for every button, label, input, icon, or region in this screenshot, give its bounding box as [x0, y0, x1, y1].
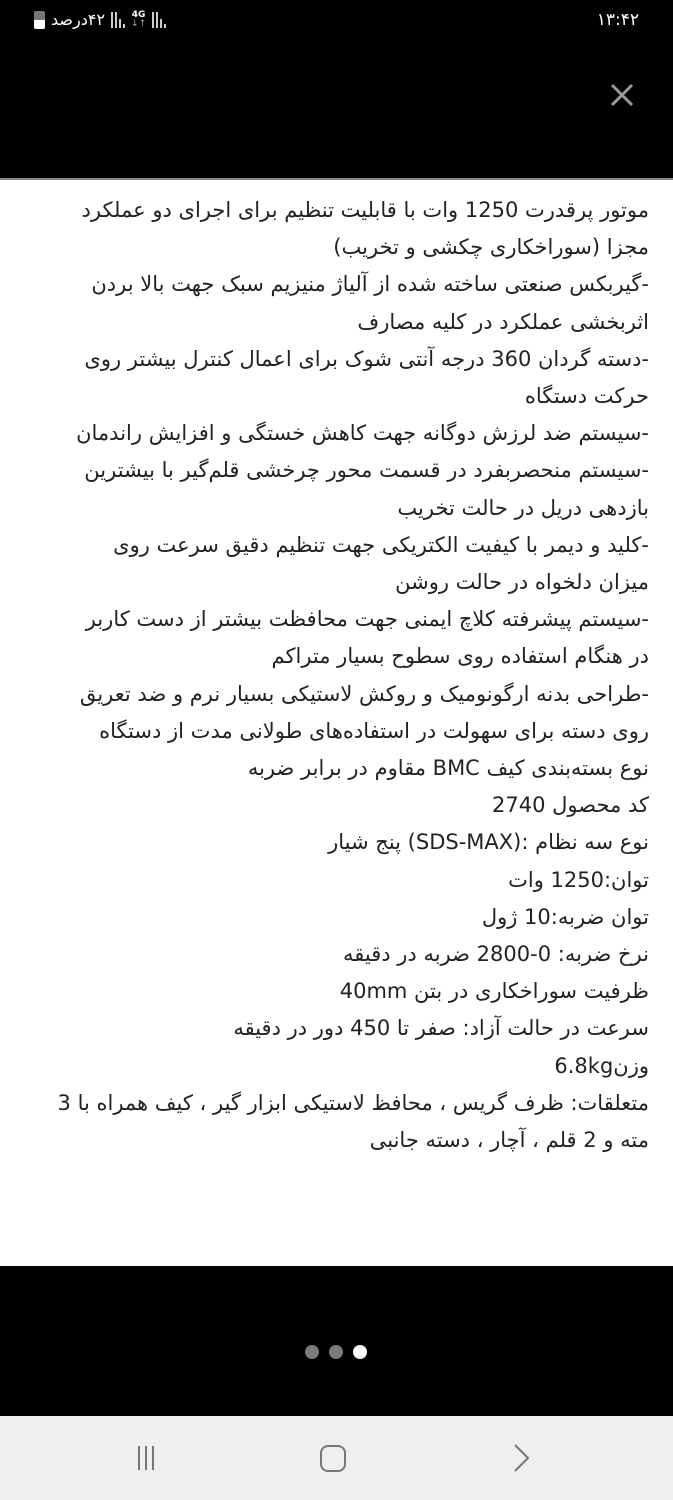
description-line: کد محصول 2740 — [492, 793, 649, 818]
battery-icon — [34, 11, 45, 29]
page-dot[interactable] — [305, 1345, 319, 1359]
description-line: میزان دلخواه در حالت روشن — [395, 570, 649, 595]
description-line: -طراحی بدنه ارگونومیک و روکش لاستیکی بسیار نرم و ضد تعریق — [79, 681, 649, 706]
system-nav-bar — [0, 1416, 673, 1500]
description-line: در هنگام استفاده روی سطوح بسیار متراکم — [271, 644, 649, 669]
description-line: سرعت در حالت آزاد: صفر تا 450 دور در دقیقه — [233, 1016, 649, 1041]
description-line: وزن6.8kg — [554, 1053, 649, 1078]
product-description-panel — [0, 178, 673, 1266]
close-button[interactable] — [607, 80, 637, 110]
description-line: اثربخشی عملکرد در کلیه مصارف — [357, 309, 649, 334]
network-arrows: ↓↑ — [131, 18, 147, 29]
viewer-footer — [0, 1266, 673, 1416]
description-line: نوع بسته‌بندی کیف BMC مقاوم در برابر ضربه — [247, 756, 649, 781]
clock: ۱۳:۴۲ — [596, 10, 639, 30]
description-line: بازدهی دریل در حالت تخریب — [397, 495, 649, 520]
description-line: -سیستم پیشرفته کلاچ ایمنی جهت محافظت بیشتر از دست کاربر — [85, 607, 649, 632]
battery-percentage: ۴۲درصد — [51, 10, 106, 29]
description-line: -سیستم ضد لرزش دوگانه جهت کاهش خستگی و افزایش راندمان — [76, 421, 649, 446]
recents-icon — [126, 1438, 166, 1478]
description-line: توان ضربه:10 ژول — [481, 904, 649, 929]
description-line: ظرفیت سوراخکاری در بتن 40mm — [339, 979, 649, 1004]
description-line: موتور پرقدرت 1250 وات با قابلیت تنظیم برای اجرای دو عملکرد — [81, 198, 649, 222]
page-dot[interactable] — [329, 1345, 343, 1359]
description-line: توان:1250 وات — [508, 867, 649, 892]
description-line: -کلید و دیمر با کیفیت الکتریکی جهت تنظیم دقیق سرعت روی — [113, 532, 649, 557]
close-icon — [607, 80, 637, 110]
description-line: نرخ ضربه: 0-2800 ضربه در دقیقه — [343, 942, 649, 967]
description-line: حرکت دستگاه — [524, 384, 649, 409]
signal-icon — [152, 12, 166, 28]
page-dot-active[interactable] — [353, 1345, 367, 1359]
network-type: 4G — [131, 9, 146, 20]
recents-button[interactable] — [126, 1438, 166, 1478]
description-line: نوع سه نظام :(SDS-MAX) پنج شیار — [328, 830, 649, 855]
back-button[interactable] — [501, 1438, 541, 1478]
status-bar — [0, 0, 673, 45]
back-icon — [501, 1438, 541, 1478]
description-line: روی دسته برای سهولت در استفاده‌های طولانی مدت از دستگاه — [99, 718, 649, 743]
description-line: -سیستم منحصربفرد در قسمت محور چرخشی قلم‌گیر با بیشترین — [84, 458, 649, 483]
description-line: -گیربکس صنعتی ساخته شده از آلیاژ منیزیم سبک جهت بالا بردن — [91, 272, 649, 297]
description-line: مجزا (سوراخکاری چکشی و تخریب) — [333, 235, 649, 260]
home-icon — [313, 1438, 353, 1478]
page-indicator — [305, 1345, 367, 1359]
status-indicators — [34, 10, 166, 29]
description-line: متعلقات: ظرف گریس ، محافظ لاستیکی ابزار گیر ، کیف همراه با 3 — [57, 1090, 649, 1115]
signal-icon — [111, 12, 125, 28]
home-button[interactable] — [313, 1438, 353, 1478]
4g-icon — [131, 11, 146, 29]
description-line: -دسته گردان 360 درجه آنتی شوک برای اعمال کنترل بیشتر روی — [84, 346, 649, 371]
product-description-text — [19, 192, 649, 1159]
description-line: مته و 2 قلم ، آچار ، دسته جانبی — [369, 1128, 649, 1153]
